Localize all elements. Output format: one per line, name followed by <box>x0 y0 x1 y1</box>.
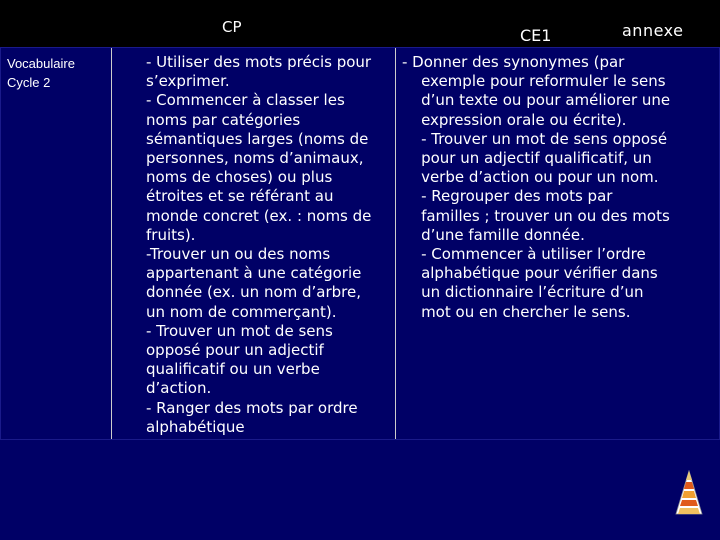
ce1-cell <box>396 48 719 439</box>
ce1-content <box>402 53 712 322</box>
cp-content <box>146 53 396 437</box>
ce1-text-line: pour un adjectif qualificatif, un <box>402 149 652 168</box>
row-label-cell <box>1 48 112 439</box>
header-strip <box>0 0 720 47</box>
column-header-cp: CP <box>222 18 242 36</box>
cp-text-line: opposé pour un adjectif <box>146 341 324 360</box>
cp-text-line: - Ranger des mots par ordre <box>146 398 358 417</box>
row-label <box>7 54 75 92</box>
cp-text-line: -Trouver un ou des noms <box>146 245 331 264</box>
cp-text-line: noms de choses) ou plus <box>146 168 333 187</box>
cp-text-line: noms par catégories <box>146 110 301 129</box>
row-label-line: Cycle 2 <box>7 75 51 90</box>
cp-text-line: monde concret (ex. : noms de <box>146 206 372 225</box>
cp-text-line: étroites et se référant au <box>146 187 334 206</box>
ce1-text-line: - Trouver un mot de sens opposé <box>402 129 668 148</box>
ce1-text-line: mot ou en chercher le sens. <box>402 302 631 321</box>
cp-text-line: - Trouver un mot de sens <box>146 321 333 340</box>
ce1-text-line: - Regrouper des mots par <box>402 187 613 206</box>
ce1-text-line: expression orale ou écrite). <box>402 110 627 129</box>
cp-text-line: donnée (ex. un nom d’arbre, <box>146 283 362 302</box>
annexe-label: annexe <box>622 21 684 40</box>
ce1-text-line: verbe d’action ou pour un nom. <box>402 168 659 187</box>
ce1-text-line: - Commencer à utiliser l’ordre <box>402 245 646 264</box>
cp-text-line: personnes, noms d’animaux, <box>146 149 364 168</box>
ce1-text-line: alphabétique pour vérifier dans <box>402 264 658 283</box>
cp-text-line: - Utiliser des mots précis pour <box>146 53 372 71</box>
cp-text-line: qualificatif ou un verbe <box>146 360 320 379</box>
cp-text-line: sémantiques larges (noms de <box>146 129 369 148</box>
column-header-ce1: CE1 <box>520 26 552 45</box>
row-label-line: Vocabulaire <box>7 56 75 71</box>
ce1-text-line: d’une famille donnée. <box>402 225 585 244</box>
curriculum-table <box>0 47 720 440</box>
ce1-text-line: - Donner des synonymes (par <box>402 53 625 71</box>
ce1-text-line: un dictionnaire l’écriture d’un <box>402 283 644 302</box>
cp-text-line: s’exprimer. <box>146 72 230 91</box>
ce1-text-line: exemple pour reformuler le sens <box>402 72 666 91</box>
cp-text-line: alphabétique <box>146 417 245 436</box>
cp-cell <box>112 48 396 439</box>
pyramid-icon[interactable] <box>674 470 704 516</box>
ce1-text-line: d’un texte ou pour améliorer une <box>402 91 671 110</box>
cp-text-line: d’action. <box>146 379 212 398</box>
cp-text-line: un nom de commerçant). <box>146 302 337 321</box>
cp-text-line: appartenant à une catégorie <box>146 264 362 283</box>
ce1-text-line: familles ; trouver un ou des mots <box>402 206 670 225</box>
cp-text-line: fruits). <box>146 225 196 244</box>
cp-text-line: - Commencer à classer les <box>146 91 345 110</box>
